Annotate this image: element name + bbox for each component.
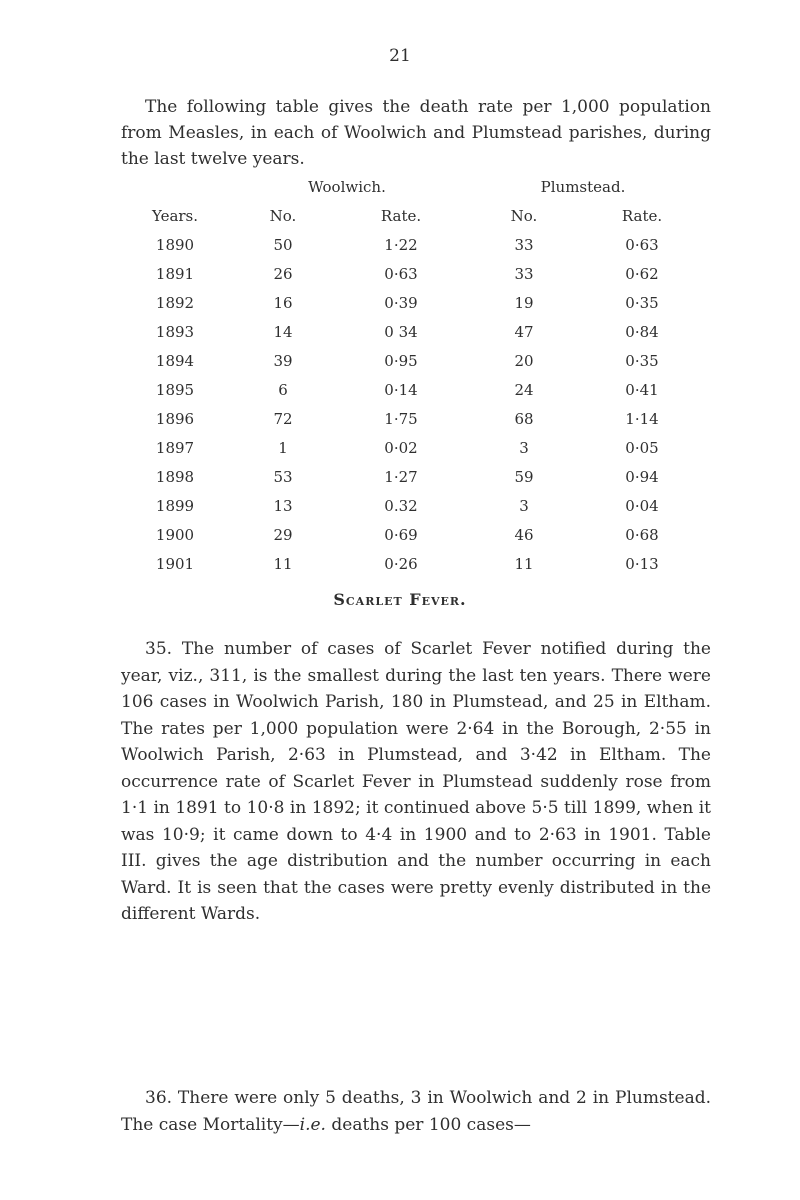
woolwich-rate-cell: 0·63 xyxy=(384,264,418,283)
plumstead-no-cell: 19 xyxy=(514,293,534,312)
plumstead-rate-cell: 1·14 xyxy=(625,409,659,428)
table-body xyxy=(121,230,701,578)
plumstead-rate-cell: 0·84 xyxy=(625,322,659,341)
year-cell: 1895 xyxy=(155,380,195,399)
table-row xyxy=(121,404,701,433)
paragraph-35: 35. The number of cases of Scarlet Fever notified during the year, viz., 311, is the smallest during the last ten years. There were 106 cases in Woolwich Parish, 180 in Plumstead, and 25 in Eltham. The rates per 1,000 population were 2·64 in the Borough, 2·55 in Woolwich Parish, 2·63 in Plumstead, and 3·42 in Eltham. The occurrence rate of Scarlet Fever in Plumstead suddenly rose from 1·1 in 1891 to 10·8 in 1892; it continued above 5·5 till 1899, when it was 10·9; it came down to 4·4 in 1900 and to 2·63 in 1901. Table III. gives the age distribution and the number occurring in each Ward. It is seen that the cases were pretty evenly distributed in the different Wards. xyxy=(121,639,711,924)
woolwich-no-cell: 53 xyxy=(273,467,293,486)
table-row xyxy=(121,346,701,375)
woolwich-rate-cell: 0·14 xyxy=(384,380,418,399)
intro-paragraph: The following table gives the death rate per 1,000 population from Measles, in each of Woolwich and Plumstead parishes, during the last twelve years. xyxy=(121,97,711,169)
woolwich-rate-cell: 0·69 xyxy=(384,525,418,544)
woolwich-no-header: No. xyxy=(269,206,297,225)
woolwich-rate-cell: 1·22 xyxy=(384,235,418,254)
woolwich-no-cell: 1 xyxy=(278,438,288,457)
year-cell: 1894 xyxy=(155,351,195,370)
woolwich-no-cell: 29 xyxy=(273,525,293,544)
year-cell: 1900 xyxy=(155,525,195,544)
plumstead-rate-cell: 0·04 xyxy=(625,496,659,515)
plumstead-no-cell: 3 xyxy=(519,496,529,515)
year-cell: 1893 xyxy=(155,322,195,341)
woolwich-no-cell: 39 xyxy=(273,351,293,370)
woolwich-rate-cell: 1·27 xyxy=(384,467,418,486)
woolwich-rate-cell: 0·26 xyxy=(384,554,418,573)
year-cell: 1897 xyxy=(155,438,195,457)
table-row xyxy=(121,259,701,288)
woolwich-no-cell: 16 xyxy=(273,293,293,312)
woolwich-no-cell: 14 xyxy=(273,322,293,341)
woolwich-rate-cell: 0·95 xyxy=(384,351,418,370)
woolwich-group-header: Woolwich. xyxy=(308,177,386,196)
plumstead-no-cell: 47 xyxy=(514,322,534,341)
table-row xyxy=(121,491,701,520)
plumstead-no-cell: 33 xyxy=(514,264,534,283)
year-cell: 1890 xyxy=(155,235,195,254)
woolwich-no-cell: 72 xyxy=(273,409,293,428)
plumstead-rate-cell: 0·05 xyxy=(625,438,659,457)
year-cell: 1891 xyxy=(155,264,195,283)
plumstead-no-cell: 3 xyxy=(519,438,529,457)
measles-death-rate-table xyxy=(121,172,701,578)
table-row xyxy=(121,433,701,462)
table-row xyxy=(121,230,701,259)
year-cell: 1901 xyxy=(155,554,195,573)
woolwich-rate-cell: 1·75 xyxy=(384,409,418,428)
paragraph-36-tail: deaths per 100 cases— xyxy=(325,1114,531,1135)
woolwich-no-cell: 11 xyxy=(273,554,293,573)
plumstead-no-cell: 46 xyxy=(514,525,534,544)
year-cell: 1892 xyxy=(155,293,195,312)
plumstead-rate-cell: 0·62 xyxy=(625,264,659,283)
woolwich-rate-cell: 0·39 xyxy=(384,293,418,312)
woolwich-no-cell: 50 xyxy=(273,235,293,254)
plumstead-rate-cell: 0·41 xyxy=(625,380,659,399)
plumstead-rate-cell: 0·35 xyxy=(625,351,659,370)
plumstead-rate-cell: 0·94 xyxy=(625,467,659,486)
year-cell: 1899 xyxy=(155,496,195,515)
table-row xyxy=(121,520,701,549)
plumstead-rate-cell: 0·68 xyxy=(625,525,659,544)
plumstead-rate-cell: 0·35 xyxy=(625,293,659,312)
woolwich-rate-cell: 0 34 xyxy=(384,322,418,341)
woolwich-no-cell: 13 xyxy=(273,496,293,515)
woolwich-rate-cell: 0.32 xyxy=(384,496,418,515)
page-number: 21 xyxy=(389,46,411,66)
table-row xyxy=(121,549,701,578)
table-row xyxy=(121,288,701,317)
plumstead-rate-cell: 0·13 xyxy=(625,554,659,573)
plumstead-no-cell: 59 xyxy=(514,467,534,486)
plumstead-no-cell: 33 xyxy=(514,235,534,254)
table-row xyxy=(121,317,701,346)
year-cell: 1898 xyxy=(155,467,195,486)
table-row xyxy=(121,375,701,404)
woolwich-no-cell: 6 xyxy=(278,380,288,399)
woolwich-no-cell: 26 xyxy=(273,264,293,283)
years-column-header: Years. xyxy=(151,206,199,225)
paragraph-36-italic: i.e. xyxy=(299,1114,326,1135)
plumstead-rate-cell: 0·63 xyxy=(625,235,659,254)
plumstead-no-cell: 24 xyxy=(514,380,534,399)
paragraph-36-text: 36. There were only 5 deaths, 3 in Woolwich and 2 in Plumstead. The case Mortality— xyxy=(121,1088,711,1135)
plumstead-no-header: No. xyxy=(510,206,538,225)
plumstead-no-cell: 20 xyxy=(514,351,534,370)
plumstead-rate-header: Rate. xyxy=(621,206,663,225)
plumstead-group-header: Plumstead. xyxy=(540,177,626,196)
woolwich-rate-header: Rate. xyxy=(380,206,422,225)
woolwich-rate-cell: 0·02 xyxy=(384,438,418,457)
plumstead-no-cell: 68 xyxy=(514,409,534,428)
year-cell: 1896 xyxy=(155,409,195,428)
paragraph-36 xyxy=(121,1085,711,1138)
plumstead-no-cell: 11 xyxy=(514,554,534,573)
section-heading: Scarlet Fever. xyxy=(333,590,467,609)
table-row xyxy=(121,462,701,491)
